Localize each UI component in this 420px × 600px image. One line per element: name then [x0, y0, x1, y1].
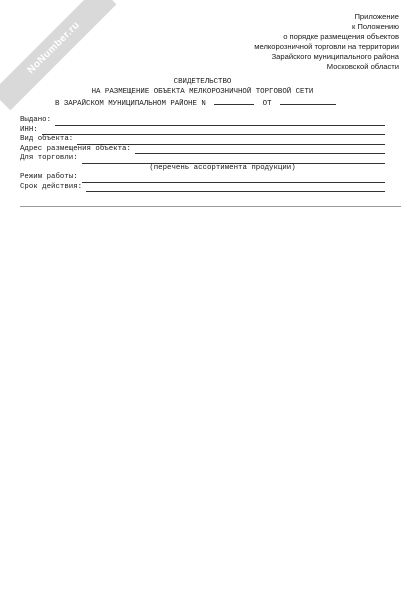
object-type-field[interactable] — [77, 137, 385, 145]
appendix-line: о порядке размещения объектов — [283, 32, 399, 41]
appendix-line: Приложение — [354, 12, 399, 21]
watermark: NoNumber.ru — [0, 0, 116, 110]
issued-to-label: Выдано: — [20, 116, 52, 124]
object-type-row — [20, 135, 385, 145]
appendix-note — [199, 12, 399, 72]
work-hours-row — [20, 173, 385, 183]
inn-row — [20, 126, 385, 136]
appendix-line: к Положению — [351, 22, 399, 31]
issued-to-row — [20, 116, 385, 126]
date-label: ОТ — [262, 100, 272, 108]
validity-row — [20, 183, 385, 193]
assortment-hint: (перечень ассортимента продукции) — [149, 163, 296, 172]
appendix-line: Московской области — [326, 62, 399, 71]
document-number-line — [20, 97, 385, 107]
number-label: В ЗАРАЙСКОМ МУНИЦИПАЛЬНОМ РАЙОНЕ N — [55, 100, 206, 108]
document-title: СВИДЕТЕЛЬСТВО — [173, 78, 232, 86]
for-trade-label: Для торговли: — [20, 154, 78, 162]
bottom-divider — [20, 206, 401, 207]
number-field[interactable] — [214, 97, 254, 105]
validity-field[interactable] — [86, 184, 385, 192]
document-subtitle: НА РАЗМЕЩЕНИЕ ОБЪЕКТА МЕЛКОРОЗНИЧНОЙ ТОРГОВОЙ СЕТИ — [91, 87, 314, 96]
for-trade-field[interactable] — [82, 156, 385, 164]
address-row — [20, 145, 385, 155]
work-hours-label: Режим работы: — [20, 173, 78, 181]
appendix-line: мелкорозничной торговли на территории — [254, 42, 399, 51]
certificate-form — [20, 116, 385, 192]
validity-label: Срок действия: — [20, 182, 83, 191]
inn-field[interactable] — [42, 127, 385, 135]
for-trade-row — [20, 154, 385, 164]
document-heading — [20, 78, 385, 107]
work-hours-field[interactable] — [82, 175, 385, 183]
address-field[interactable] — [135, 146, 385, 154]
object-type-label: Вид объекта: — [20, 135, 74, 143]
inn-label: ИНН: — [20, 125, 38, 134]
date-field[interactable] — [280, 97, 336, 105]
address-label: Адрес размещения объекта: — [20, 144, 131, 153]
appendix-line: Зарайского муниципального района — [271, 52, 399, 61]
issued-to-field[interactable] — [55, 118, 385, 126]
